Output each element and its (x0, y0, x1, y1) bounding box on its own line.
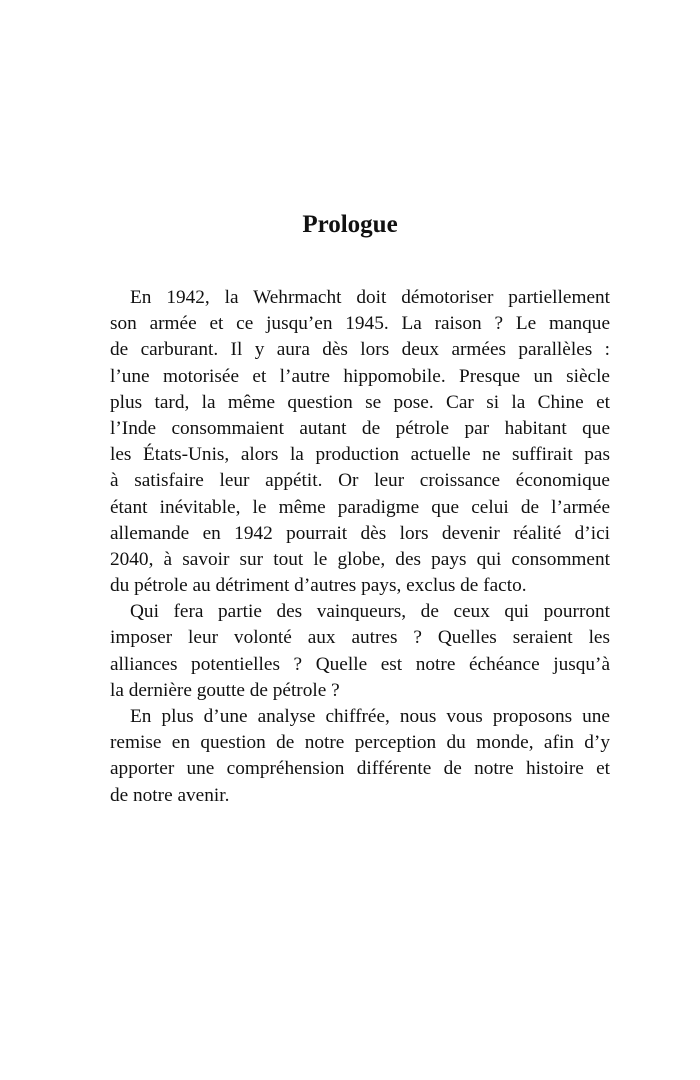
chapter-title: Prologue (302, 211, 398, 238)
text-line: les États-Unis, alors la production actuelle ne suffirait pas (110, 444, 610, 466)
text-line: plus tard, la même question se pose. Car si la Chine et (110, 391, 610, 413)
text-line: l’une motorisée et l’autre hippomobile. Presque un siècle (110, 365, 610, 387)
text-line: imposer leur volonté aux autres ? Quelles seraient les (110, 627, 610, 649)
text-line: remise en question de notre perception du monde, afin d’y (110, 732, 610, 754)
text-line: du pétrole au détriment d’autres pays, exclus de facto. (110, 575, 527, 597)
text-line: En plus d’une analyse chiffrée, nous vous proposons une (130, 706, 610, 727)
text-line: à satisfaire leur appétit. Or leur croissance économique (110, 470, 610, 492)
chapter-body (110, 285, 610, 809)
text-line: Qui fera partie des vainqueurs, de ceux qui pourront (130, 601, 610, 623)
text-line: alliances potentielles ? Quelle est notre échéance jusqu’à (110, 653, 610, 675)
text-line: apporter une compréhension différente de notre histoire et (110, 758, 610, 780)
paragraph (110, 599, 610, 704)
paragraph (110, 704, 610, 809)
text-line: l’Inde consommaient autant de pétrole par habitant que (110, 417, 610, 439)
text-line: allemande en 1942 pourrait dès lors devenir réalité d’ici (110, 522, 610, 544)
text-line: la dernière goutte de pétrole ? (110, 679, 340, 701)
text-line: En 1942, la Wehrmacht doit démotoriser partiellement (130, 287, 610, 308)
text-line: 2040, à savoir sur tout le globe, des pays qui consomment (110, 548, 610, 570)
text-line: étant inévitable, le même paradigme que celui de l’armée (110, 496, 610, 518)
text-line: son armée et ce jusqu’en 1945. La raison ? Le manque (110, 313, 610, 335)
text-line: de notre avenir. (110, 784, 230, 806)
text-line: de carburant. Il y aura dès lors deux armées parallèles : (110, 339, 610, 361)
paragraph (110, 285, 610, 599)
